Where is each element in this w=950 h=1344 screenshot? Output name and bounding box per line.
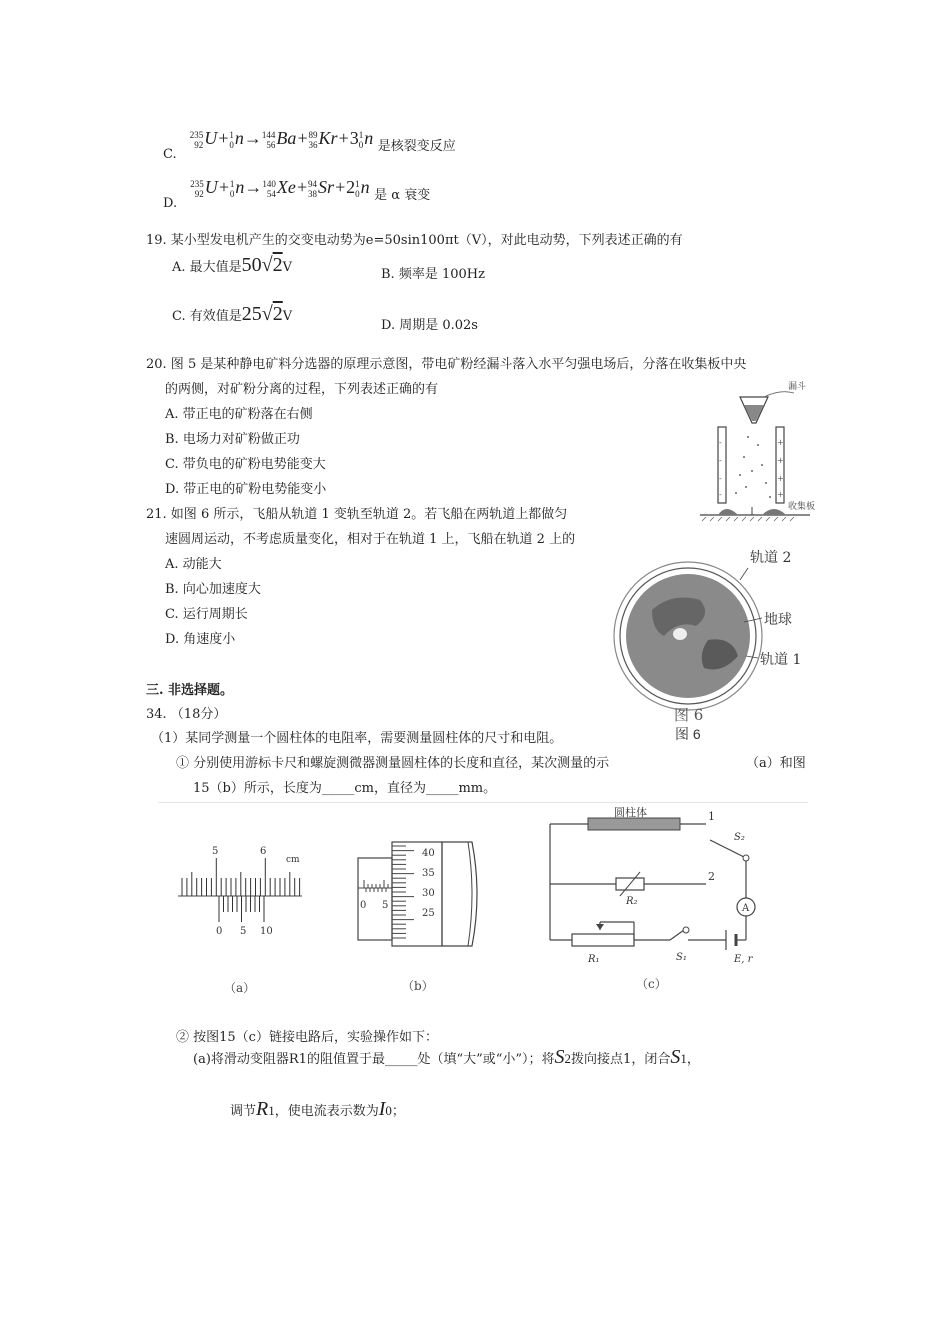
funnel-label: 漏斗 (788, 382, 807, 392)
thimble-30: 30 (422, 888, 435, 899)
q21-option-c: C. 运行周期长 (165, 607, 248, 622)
orbit2-label: 轨道 2 (750, 550, 792, 566)
right-pile (762, 509, 786, 515)
q34-heading: 34. （18分） (146, 707, 227, 722)
switch-s2-pivot (743, 855, 749, 861)
q34-instruction-line1: ① 分别使用游标卡尺和螺旋测微器测量圆柱体的长度和直径，某次测量的示 (176, 756, 610, 771)
falling-particles (735, 436, 771, 498)
vernier-caliper-figure (170, 838, 310, 998)
plate-label: 收集板 (788, 502, 816, 512)
figure-b-label: （b） (402, 979, 434, 993)
svg-text:+: + (777, 490, 784, 499)
q20-option-c: C. 带负电的矿粉电势能变大 (165, 457, 326, 472)
s1-label: S₁ (676, 952, 687, 963)
q20-option-d: D. 带正电的矿粉电势能变小 (165, 482, 327, 497)
q19-option-b: B. 频率是 100Hz (381, 267, 485, 282)
svg-text:-: - (719, 490, 722, 499)
svg-text:+: + (777, 456, 784, 465)
orbit-figure (612, 540, 827, 730)
vernier-0: 0 (216, 926, 223, 937)
q19-stem: 19. 某小型发电机产生的交变电动势为e=50sin100πt（V），对此电动势，下列表述正确的有 (146, 233, 683, 248)
sqrt-icon: √ (261, 254, 273, 276)
r1-label: R₁ (588, 954, 600, 965)
q34-instruction-fig-ref: （a）和图 (746, 756, 806, 771)
main-scale-ticks (182, 858, 300, 896)
circuit-wires (550, 824, 746, 940)
decay-equation: 235 92 U+ 1 0 n→ 140 54 Xe+ 94 38 Sr+2 1 0 n (190, 177, 370, 199)
ratchet-edge (468, 842, 472, 946)
q34-part1: （1）某同学测量一个圆柱体的电阻率，需要测量圆柱体的尺寸和电阻。 (151, 731, 563, 746)
q20-stem-line1: 20. 图 5 是某种静电矿料分选器的原理示意图，带电矿粉经漏斗落入水平匀强电场后，分落在收集板中央 (146, 357, 747, 372)
orbit2-pointer (740, 568, 748, 580)
divider (158, 802, 808, 803)
ore-separator-figure (690, 375, 820, 545)
sleeve-ticks (364, 880, 388, 892)
svg-text:+: + (777, 474, 784, 483)
earth-cloud (673, 628, 687, 640)
section-heading: 三. 非选择题。 (146, 683, 234, 698)
sleeve-5: 5 (382, 900, 389, 911)
q21-option-a: A. 动能大 (165, 557, 222, 572)
plate-charges (719, 438, 784, 499)
thimble-ticks (392, 846, 414, 938)
q20-stem-line2: 的两侧，对矿粉分离的过程，下列表述正确的有 (165, 382, 439, 397)
q19-option-c: C. 有效值是25√2V (172, 303, 293, 325)
q20-option-b: B. 电场力对矿粉做正功 (165, 432, 300, 447)
main-scale-5: 5 (212, 846, 219, 857)
svg-text:-: - (719, 456, 722, 465)
vernier-scale-ticks (219, 896, 264, 922)
switch-s1-pivot (683, 927, 689, 933)
option-label: D. (163, 196, 178, 211)
option-text: 是核裂变反应 (377, 139, 456, 154)
q19-option-a: A. 最大值是50√2V (172, 254, 293, 276)
ground-hatching (702, 517, 794, 521)
q21-stem-line2: 速圆周运动，不考虑质量变化，相对于在轨道 1 上，飞船在轨道 2 上的 (165, 532, 576, 547)
thimble-25: 25 (422, 908, 435, 919)
main-scale-6: 6 (260, 846, 267, 857)
left-pile (718, 509, 738, 515)
q18-option-d (163, 177, 431, 211)
battery-label: E, r (734, 954, 753, 965)
figure-caption-handwritten: 图 6 (674, 706, 704, 724)
r2-label: R₂ (626, 896, 638, 907)
unit-label: cm (286, 855, 300, 865)
contact-1-label: 1 (708, 810, 715, 823)
q21-option-b: B. 向心加速度大 (165, 582, 261, 597)
q34-instruction-line2: 15（b）所示，长度为_____cm，直径为_____mm。 (193, 781, 497, 796)
cylinder-label: 圆柱体 (614, 806, 647, 819)
ammeter-label: A (742, 903, 750, 914)
thimble-40: 40 (422, 848, 435, 859)
figure-6-caption: 图 6 (675, 726, 701, 742)
q20-option-a: A. 带正电的矿粉落在右侧 (165, 407, 313, 422)
q34-step-heading: ② 按图15（c）链接电路后，实验操作如下： (176, 1030, 438, 1045)
funnel-pointer (764, 392, 794, 397)
orbit1-label: 轨道 1 (760, 652, 802, 668)
micrometer-figure (350, 832, 500, 998)
option-text: 是 α 衰变 (374, 188, 431, 203)
svg-text:+: + (777, 438, 784, 447)
earth-icon (626, 574, 750, 698)
vernier-5: 5 (240, 926, 247, 937)
q34-step-a-cont: 调节R1，使电流表示数为I0； (230, 1098, 405, 1120)
circuit-diagram (540, 806, 780, 996)
q21-stem-line1: 21. 如图 6 所示，飞船从轨道 1 变轨至轨道 2。若飞船在两轨道上都做匀 (146, 507, 568, 522)
rheostat-slider (596, 924, 604, 930)
q21-option-d: D. 角速度小 (165, 632, 236, 647)
switch-s1 (670, 930, 684, 940)
q34-step-a: (a)将滑动变阻器R1的阻值置于最_____处（填“大”或“小”）；将S2拨向接点1，闭合S1， (193, 1046, 700, 1068)
q18-option-c (163, 128, 456, 162)
figure-a-label: （a） (224, 981, 256, 995)
figure-c-label: （c） (636, 977, 667, 991)
cylinder-resistor (588, 818, 680, 830)
vernier-10: 10 (260, 926, 273, 937)
fission-equation: 235 92 U+ 1 0 n→ 144 56 Ba+ 89 36 Kr+3 1 0 n (189, 128, 374, 150)
sleeve-0: 0 (360, 900, 367, 911)
option-label: C. (163, 147, 177, 162)
svg-text:-: - (719, 474, 722, 483)
earth-label: 地球 (764, 612, 792, 628)
contact-2-label: 2 (708, 870, 715, 883)
thimble-35: 35 (422, 868, 435, 879)
sleeve (358, 858, 392, 940)
sqrt-icon: √ (261, 303, 273, 325)
svg-text:-: - (719, 438, 722, 447)
rheostat-r1 (572, 934, 634, 946)
s2-label: S₂ (734, 832, 745, 843)
q19-option-d: D. 周期是 0.02s (381, 318, 478, 333)
r2-adjust-arrow (620, 872, 640, 896)
